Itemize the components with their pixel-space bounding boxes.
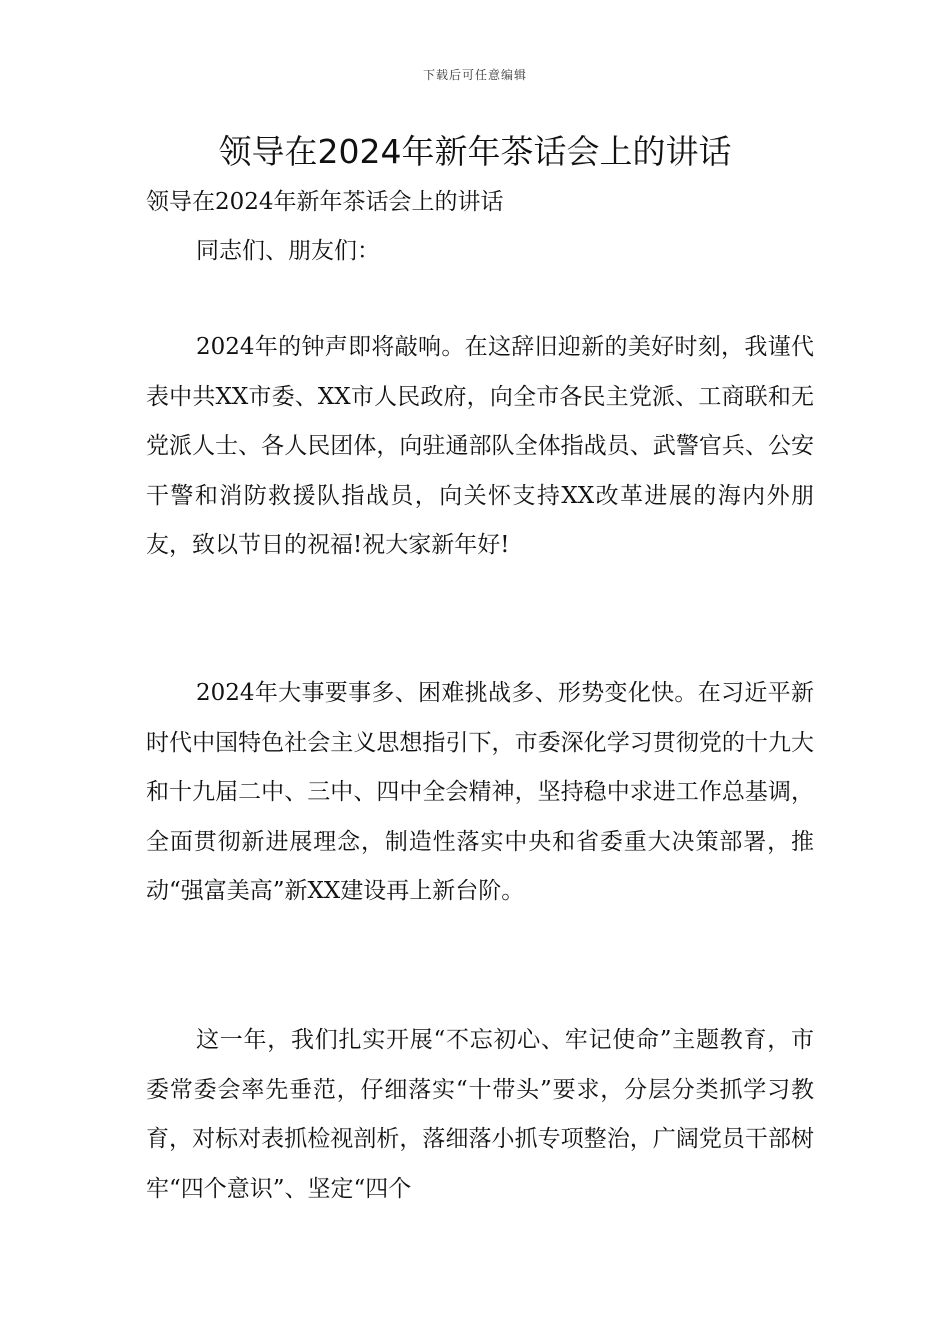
header-note: 下载后可任意编辑 — [422, 68, 527, 82]
paragraph-year-review: 2024年大事要事多、困难挑战多、形势变化快。在习近平新时代中国特色社会主义思想指引下，市委深化学习贯彻党的十九大和十九届二中、三中、四中全会精神，坚持稳中求进工作总基调，全面贯彻新进展理念，制造性落实中央和省委重大决策部署，推动“强富美高”新XX建设再上新台阶。 — [146, 680, 814, 904]
paragraph-new-year-greeting: 2024年的钟声即将敲响。在这辞旧迎新的美好时刻，我谨代表中共XX市委、XX市人民政府，向全市各民主党派、工商联和无党派人士、各人民团体，向驻通部队全体指战员、武警官兵、公安干警和消防救援队指战员，向关怀支持XX改革进展的海内外朋友，致以节日的祝福!祝大家新年好! — [146, 334, 814, 558]
paragraph-theme-education: 这一年，我们扎实开展“不忘初心、牢记使命”主题教育，市委常委会率先垂范，仔细落实“十带头”要求，分层分类抓学习教育，对标对表抓检视剖析，落细落小抓专项整治，广阔党员干部树牢“四个意识”、坚定“四个 — [146, 1027, 814, 1202]
document-subtitle: 领导在2024年新年茶话会上的讲话 — [146, 189, 504, 215]
page-title: 领导在2024年新年茶话会上的讲话 — [218, 132, 732, 171]
salutation: 同志们、朋友们： — [196, 238, 380, 264]
